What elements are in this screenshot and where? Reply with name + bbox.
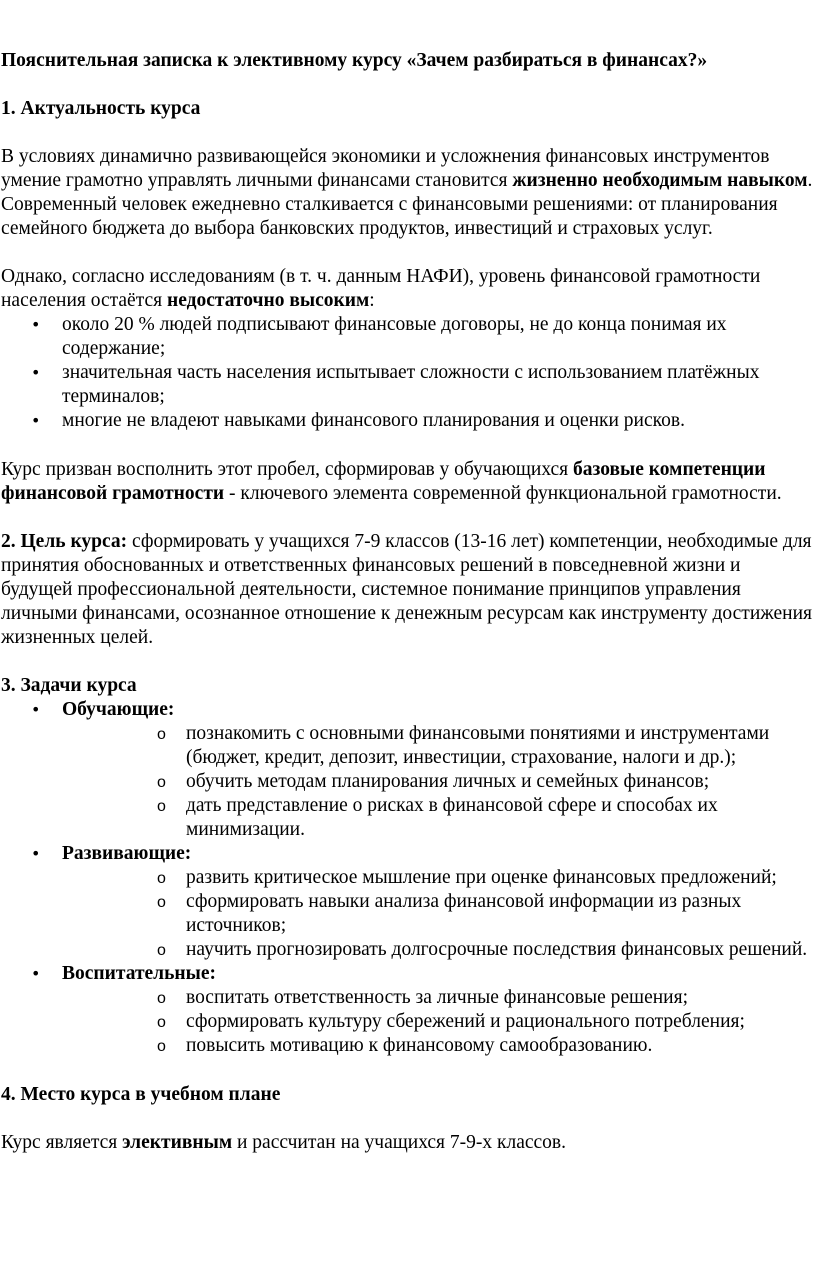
list-item: • около 20 % людей подписывают финансовые договоры, не до конца понимая их содержание; xyxy=(1,313,816,361)
section1-heading: 1. Актуальность курса xyxy=(1,98,201,119)
section4-text-a: Курс является xyxy=(1,1132,123,1153)
task-sublist xyxy=(62,722,816,842)
section3-task-list xyxy=(1,698,816,1058)
list-item: o научить прогнозировать долгосрочные последствия финансовых решений. xyxy=(62,938,816,962)
document-title: Пояснительная записка к элективному курсу «Зачем разбираться в финансах?» xyxy=(1,50,708,71)
section2-goal-paragraph xyxy=(1,530,816,650)
list-item: o повысить мотивацию к финансовому самообразованию. xyxy=(62,1034,816,1058)
section4-heading: 4. Место курса в учебном плане xyxy=(1,1084,281,1105)
section1-p1-bold: жизненно необходимым навыком xyxy=(512,170,808,191)
section1-p2-bold: недостаточно высоким xyxy=(166,290,370,311)
section1-p1-text-a: В условиях динамично развивающейся экономики и усложнения финансовых инструментов умение грамотно управлять личными финансами становится xyxy=(1,146,770,191)
list-item: o развить критическое мышление при оценке финансовых предложений; xyxy=(62,866,816,890)
list-item: o познакомить с основными финансовыми понятиями и инструментами (бюджет, кредит, депозит, инвестиции, страхование, налоги и др.); xyxy=(62,722,816,770)
list-item: o воспитать ответственность за личные финансовые решения; xyxy=(62,986,816,1010)
task-group-title: Обучающие: xyxy=(62,699,175,720)
list-item: o обучить методам планирования личных и семейных финансов; xyxy=(62,770,816,794)
section2-label: 2. Цель курса: xyxy=(1,531,128,552)
list-item: • значительная часть населения испытывает сложности с использованием платёжных терминалов; xyxy=(1,361,816,409)
section4-text-b: и рассчитан на учащихся 7-9-х классов. xyxy=(232,1132,567,1153)
section4-bold: элективным xyxy=(122,1132,233,1153)
section1-paragraph-2 xyxy=(1,265,816,313)
section4-paragraph xyxy=(1,1131,816,1155)
list-item: o сформировать культуру сбережений и рационального потребления; xyxy=(62,1010,816,1034)
task-group-title: Воспитательные: xyxy=(62,963,217,984)
section1-paragraph-1 xyxy=(1,145,816,241)
task-group-title: Развивающие: xyxy=(62,843,192,864)
task-sublist xyxy=(62,986,816,1058)
list-item: o дать представление о рисках в финансовой сфере и способах их минимизации. xyxy=(62,794,816,842)
task-group-upbringing xyxy=(1,962,816,1058)
section1-p2-text-b: : xyxy=(369,290,375,311)
section1-p3-bold: базовые компетенции финансовой грамотности xyxy=(1,459,766,504)
section1-p3-text-b: - ключевого элемента современной функциональной грамотности. xyxy=(224,483,782,504)
section1-bullet-list xyxy=(1,313,816,433)
section1-p2-text-a: Однако, согласно исследованиям (в т. ч. данным НАФИ), уровень финансовой грамотности населения остаётся xyxy=(1,266,761,311)
task-group-educational xyxy=(1,698,816,842)
section1-paragraph-3 xyxy=(1,458,816,506)
section3-heading: 3. Задачи курса xyxy=(1,675,137,696)
list-item: • многие не владеют навыками финансового планирования и оценки рисков. xyxy=(1,409,816,433)
task-sublist xyxy=(62,866,816,962)
section1-p1-text-b: . Современный человек ежедневно сталкивается с финансовыми решениями: от планирования семейного бюджета до выбора банковских продуктов, инвестиций и страховых услуг. xyxy=(1,170,813,239)
list-item: o сформировать навыки анализа финансовой информации из разных источников; xyxy=(62,890,816,938)
task-group-developmental xyxy=(1,842,816,962)
section2-text: сформировать у учащихся 7-9 классов (13-16 лет) компетенции, необходимые для принятия обоснованных и ответственных финансовых решений в повседневной жизни и будущей профессиональной деятельности, системное понимание принципов управления личными финансами, осознанное отношение к денежным ресурсам как инструменту достижения жизненных целей. xyxy=(1,531,812,648)
section1-p3-text-a: Курс призван восполнить этот пробел, сформировав у обучающихся xyxy=(1,459,574,480)
